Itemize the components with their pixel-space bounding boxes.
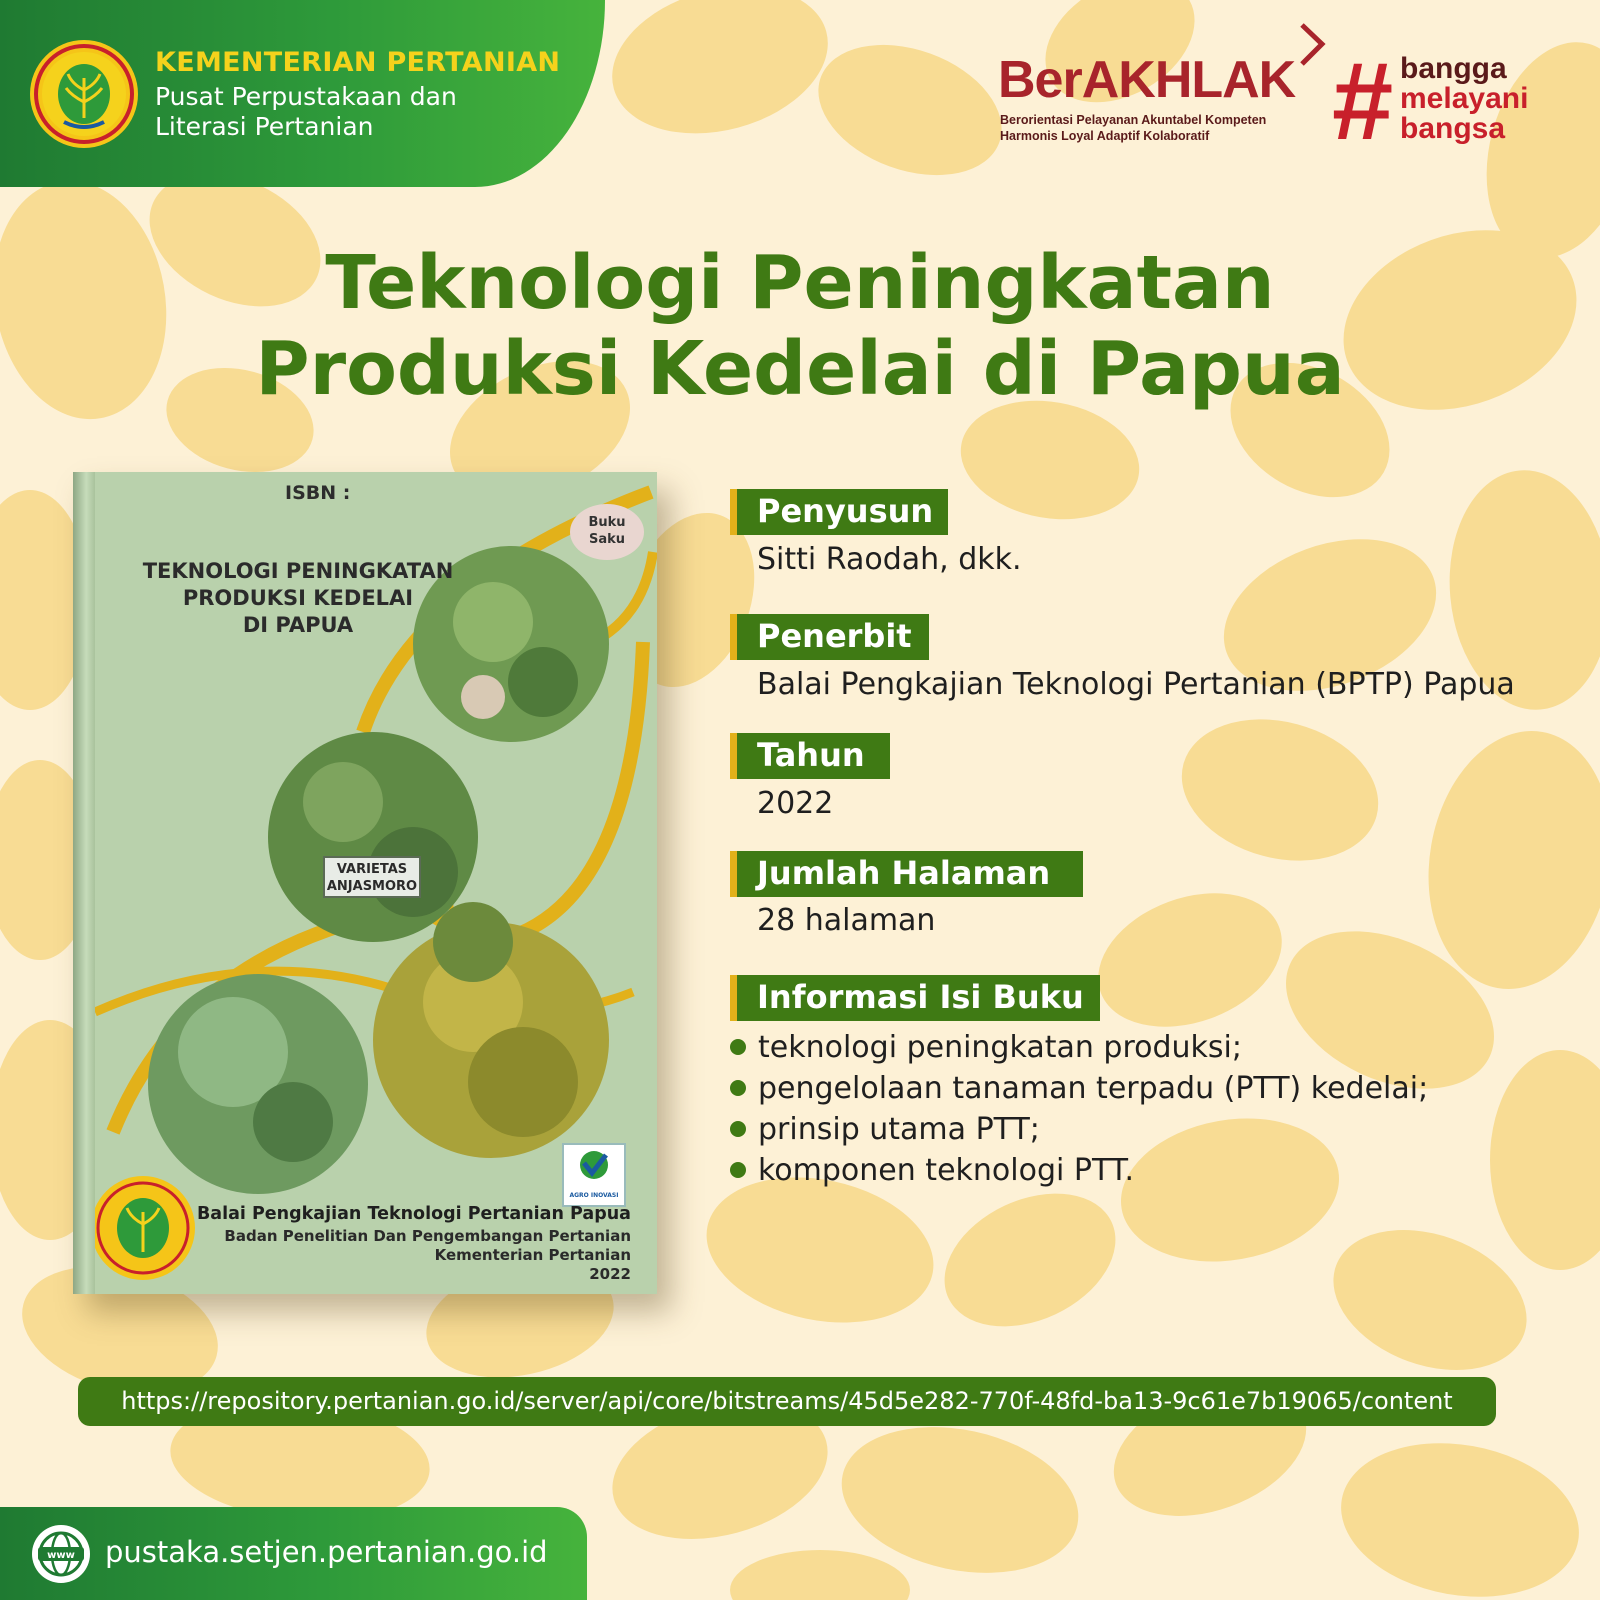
variety-sign-line1: VARIETAS (336, 862, 408, 877)
book-title (133, 558, 463, 639)
isi-item-text: komponen teknologi PTT. (758, 1153, 1135, 1188)
checkmark-icon (564, 1145, 624, 1189)
book-title-line1: TEKNOLOGI PENINGKATAN (142, 559, 454, 583)
bullet-icon (730, 1121, 746, 1137)
isi-item-text: prinsip utama PTT; (758, 1112, 1040, 1147)
bangga-melayani-logo (1332, 40, 1562, 163)
agro-inovasi-logo (562, 1143, 626, 1207)
informasi-isi-label: Informasi Isi Buku (730, 975, 1100, 1021)
isi-item-text: pengelolaan tanaman terpadu (PTT) kedelai; (758, 1071, 1429, 1106)
tahun-label: Tahun (730, 733, 890, 779)
berakhlak-subtitle-line1: Berorientasi Pelayanan Akuntabel Kompeten (1000, 113, 1267, 127)
bullet-icon (730, 1039, 746, 1055)
buku-saku-badge (570, 504, 644, 560)
book-publisher-line3: Kementerian Pertanian (434, 1246, 631, 1264)
unit-name (155, 82, 575, 142)
isi-item (730, 1030, 1242, 1065)
header-banner (0, 0, 605, 187)
berakhlak-subtitle-line2: Harmonis Loyal Adaptif Kolaboratif (1000, 129, 1210, 143)
agro-inovasi-label: AGRO INOVASI (569, 1192, 619, 1199)
penerbit-value: Balai Pengkajian Teknologi Pertanian (BPTP) Papua (757, 667, 1515, 702)
berakhlak-logo (998, 22, 1333, 152)
page-title-line2: Produksi Kedelai di Papua (255, 326, 1345, 412)
repository-link[interactable]: https://repository.pertanian.go.id/server/api/core/bitstreams/45d5e282-770f-48fd-ba13-9c61e7b19065/content (78, 1377, 1496, 1426)
book-cover (73, 472, 657, 1294)
bangga-line1: bangga (1400, 52, 1507, 85)
book-publisher-line1: Balai Pengkajian Teknologi Pertanian Papua (196, 1204, 631, 1224)
variety-sign (323, 856, 421, 898)
book-title-line2: PRODUKSI KEDELAI (182, 586, 414, 610)
www-label: www (47, 1550, 75, 1561)
badge-line2: Saku (588, 532, 626, 547)
berakhlak-subtitle (1000, 112, 1266, 144)
badge-line1: Buku (588, 515, 626, 530)
website-url[interactable]: pustaka.setjen.pertanian.go.id (105, 1535, 548, 1569)
book-publisher-line2: Badan Penelitian Dan Pengembangan Pertanian (224, 1227, 631, 1245)
page-title (0, 240, 1600, 412)
book-title-line3: DI PAPUA (242, 613, 354, 637)
bullet-icon (730, 1080, 746, 1096)
ministry-name: KEMENTERIAN PERTANIAN (155, 47, 561, 78)
footer-banner (0, 1507, 587, 1600)
chevron-right-icon (1298, 22, 1326, 67)
penyusun-label: Penyusun (730, 489, 948, 535)
variety-sign-line2: ANJASMORO (326, 879, 418, 894)
penerbit-label: Penerbit (730, 614, 929, 660)
hashtag-icon: # (1332, 40, 1394, 163)
isi-item (730, 1071, 1428, 1106)
globe-www-icon (30, 1523, 92, 1585)
jumlah-halaman-label: Jumlah Halaman (730, 851, 1083, 897)
bangga-line2: melayani (1400, 82, 1529, 115)
isi-item-text: teknologi peningkatan produksi; (758, 1030, 1242, 1065)
book-isbn: ISBN : (285, 482, 351, 504)
penyusun-value: Sitti Raodah, dkk. (757, 542, 1022, 577)
book-spine (73, 472, 95, 1294)
ministry-logo-icon (28, 38, 140, 150)
bangga-line3: bangsa (1400, 112, 1506, 145)
berakhlak-word: BerAKHLAK (998, 51, 1296, 109)
unit-name-line1: Pusat Perpustakaan dan (155, 82, 457, 111)
isi-item (730, 1112, 1040, 1147)
bullet-icon (730, 1162, 746, 1178)
tahun-value: 2022 (757, 786, 834, 821)
unit-name-line2: Literasi Pertanian (155, 112, 374, 141)
page-title-line1: Teknologi Peningkatan (325, 240, 1275, 326)
isi-item (730, 1153, 1134, 1188)
book-year: 2022 (589, 1265, 631, 1283)
jumlah-halaman-value: 28 halaman (757, 903, 936, 938)
